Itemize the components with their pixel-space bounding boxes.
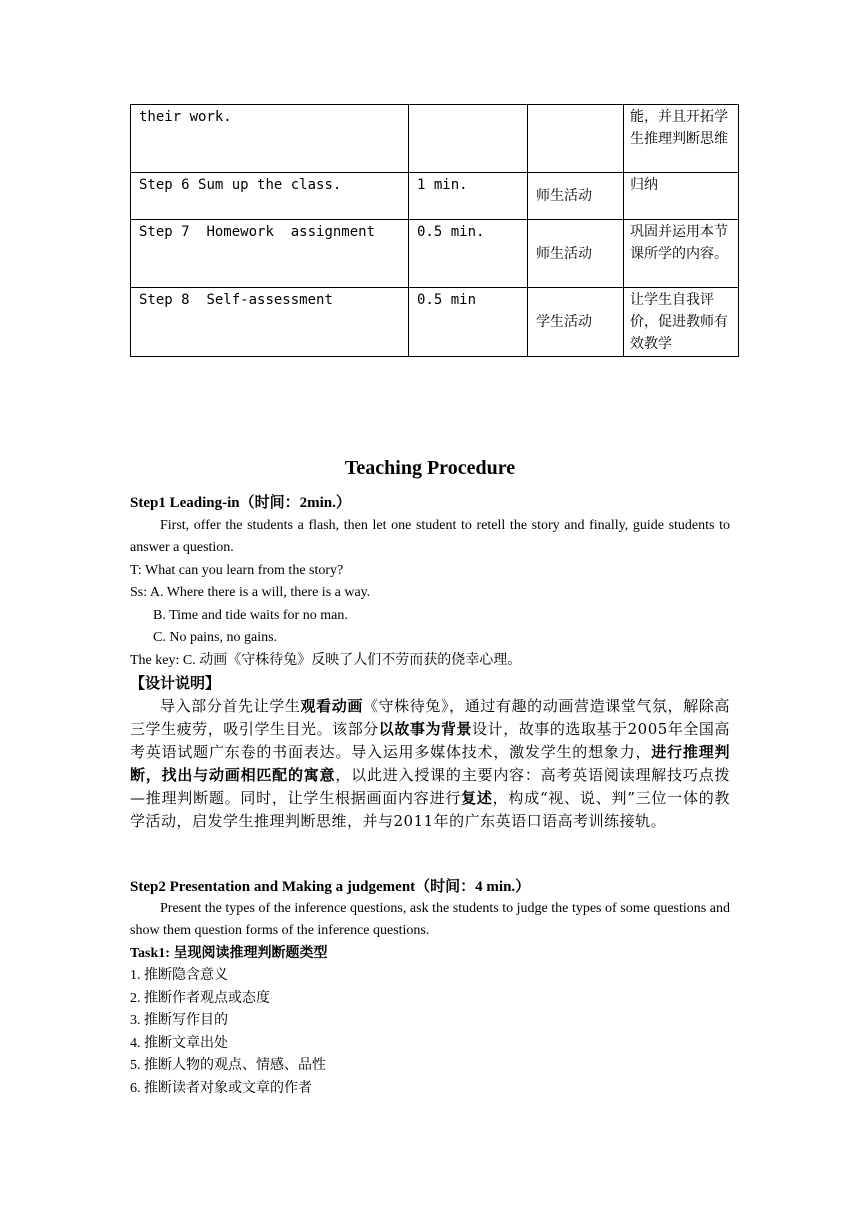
step-label-cell (131, 288, 409, 357)
list-item: 3. 推断写作目的 (130, 1013, 228, 1028)
step-number: Step 6 (139, 177, 190, 193)
activity-cell: 学生活动 (528, 288, 624, 357)
activity-cell: 师生活动 (528, 220, 624, 288)
table-row (131, 173, 739, 220)
list-item: 2. 推断作者观点或态度 (130, 991, 270, 1006)
list-item: 6. 推断读者对象或文章的作者 (130, 1081, 312, 1096)
design-paragraph (130, 695, 730, 833)
step-number: Step 7 (139, 224, 190, 240)
option-c: C. No pains, no gains. (153, 630, 278, 645)
option-a: Ss: A. Where there is a will, there is a way. (130, 585, 371, 600)
step-label-cell (131, 173, 409, 220)
step-label-cell (131, 105, 409, 173)
task1-heading: Task1: 呈现阅读推理判断题类型 (130, 946, 328, 961)
purpose-cell: 巩固并运用本节课所学的内容。 (624, 220, 739, 288)
design-text: ，以此进入授课的主要内容：高考英语阅读理解技巧点拨—推理判断题。同时，让学生根据画面内容进行 (130, 766, 730, 807)
design-emphasis: 复述 (461, 789, 493, 807)
activity-cell: 师生活动 (528, 173, 624, 220)
step1-paragraph: First, offer the students a flash, then let one student to retell the story and finally, guide students to answer a question. (130, 518, 730, 555)
step-label: Homework assignment (206, 224, 376, 240)
design-emphasis: 进行推理判断，找出与动画相匹配的寓意 (130, 743, 730, 784)
step2-heading: Step2 Presentation and Making a judgement（时间：4 min.） (130, 879, 531, 895)
step-label-cell (131, 220, 409, 288)
step-label: Self-assessment (206, 292, 333, 308)
design-text: 导入部分首先让学生 (160, 697, 301, 715)
step-label: their work. (139, 109, 232, 125)
list-item: 4. 推断文章出处 (130, 1036, 228, 1051)
purpose-cell: 让学生自我评价，促进教师有效教学 (624, 288, 739, 357)
list-item: 1. 推断隐含意义 (130, 968, 228, 983)
option-b: B. Time and tide waits for no man. (153, 608, 348, 623)
step1-heading: Step1 Leading-in（时间：2min.） (130, 495, 351, 511)
design-text: 设计，故事的选取基于2005年全国高考英语试题广东卷的书面表达。导入运用多媒体技术，激发学生的想象力， (130, 720, 730, 761)
purpose-cell: 能，并且开拓学生推理判断思维 (624, 105, 739, 173)
design-emphasis: 以故事为背景 (378, 720, 473, 738)
design-emphasis: 观看动画 (300, 697, 363, 715)
table-row (131, 105, 739, 173)
table-row (131, 288, 739, 357)
table-row (131, 220, 739, 288)
design-text: ，构成“视、说、判”三位一体的教学活动，启发学生推理判断思维，并与2011年的广东英语口语高考训练接轨。 (130, 789, 730, 830)
design-text: 《守株待兔》，通过有趣的动画营造课堂气氛，解除高三学生疲劳，吸引学生目光。该部分 (130, 697, 730, 738)
step-number: Step 8 (139, 292, 190, 308)
answer-key: The key: C. 动画《守株待兔》反映了人们不劳而获的侥幸心理。 (130, 653, 522, 668)
step1-question: T: What can you learn from the story? (130, 563, 344, 578)
list-item: 5. 推断人物的观点、情感、品性 (130, 1058, 326, 1073)
step-label: Sum up the class. (198, 177, 342, 193)
time-cell (409, 105, 528, 173)
time-cell: 0.5 min (409, 288, 528, 357)
time-cell: 0.5 min. (409, 220, 528, 288)
purpose-cell: 归纳 (624, 173, 739, 220)
activity-cell (528, 105, 624, 173)
page-title: Teaching Procedure (344, 457, 516, 479)
schedule-table (130, 104, 739, 357)
time-cell: 1 min. (409, 173, 528, 220)
step2-paragraph: Present the types of the inference questions, ask the students to judge the types of some questions and show them question forms of the inference questions. (130, 901, 730, 938)
design-heading: 【设计说明】 (130, 674, 221, 692)
